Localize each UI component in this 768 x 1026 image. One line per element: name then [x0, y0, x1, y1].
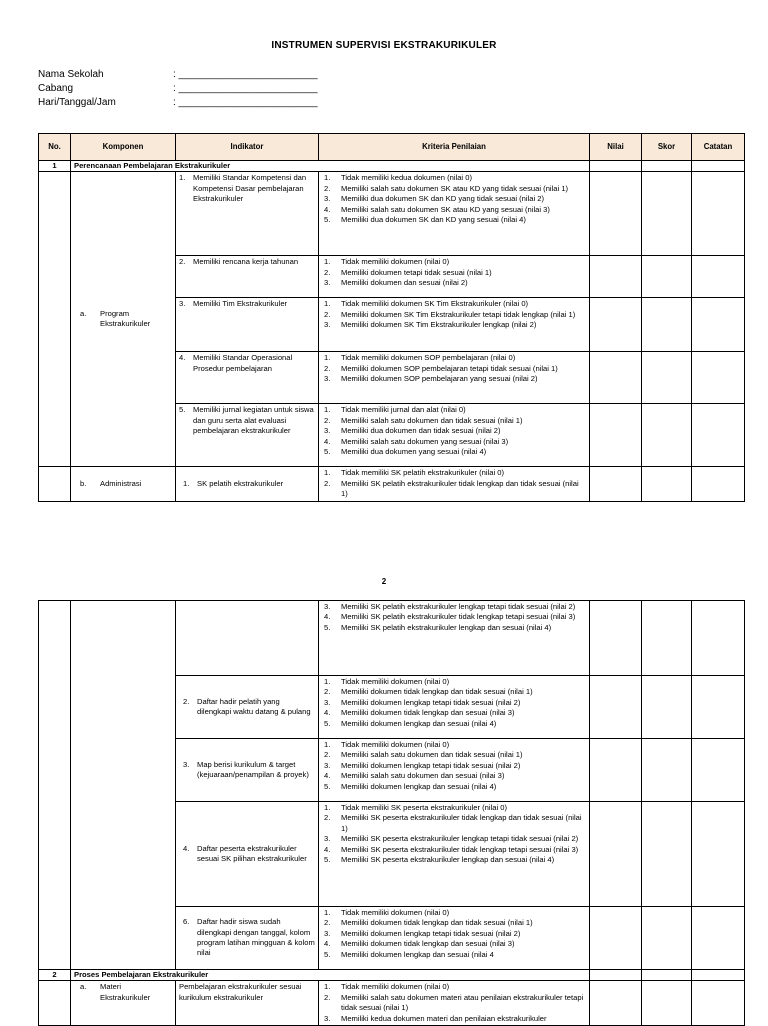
criteria-cell — [319, 802, 590, 907]
skor-cell[interactable] — [642, 352, 692, 404]
header-komponen: Komponen — [71, 134, 176, 161]
header-catatan: Catatan — [692, 134, 745, 161]
criteria-text: Memiliki dokumen SK Tim Ekstrakurikuler lengkap (nilai 2) — [341, 320, 537, 330]
criteria-list — [322, 173, 586, 225]
criteria-number: 5. — [324, 781, 331, 791]
catatan-cell[interactable] — [692, 907, 745, 970]
criteria-text: Tidak memiliki dokumen (nilai 0) — [341, 740, 450, 749]
criteria-text: Memiliki SK pelatih ekstrakurikuler lengkap dan sesuai (nilai 4) — [341, 622, 552, 632]
indicator-text: Daftar hadir siswa sudah dilengkapi dengan tanggal, kolom program latihan mingguan & kolom nilai — [197, 917, 315, 958]
criteria-number: 3. — [324, 1013, 331, 1023]
criteria-cell — [319, 404, 590, 467]
criteria-number: 4. — [324, 612, 331, 622]
criteria-text: Tidak memiliki dokumen SK Tim Ekstrakurikuler (nilai 0) — [341, 299, 529, 309]
criteria-text: Memiliki dokumen dan sesuai (nilai 2) — [341, 278, 468, 288]
criteria-cell — [319, 256, 590, 298]
criteria-text: Memiliki salah satu dokumen yang sesuai (nilai 3) — [341, 436, 509, 446]
indicator-number: 2. — [179, 257, 186, 267]
criteria-number: 1. — [324, 740, 331, 749]
component-cell — [71, 172, 176, 467]
skor-cell[interactable] — [642, 802, 692, 907]
criteria-number: 3. — [324, 834, 331, 844]
criteria-list — [322, 468, 586, 499]
criteria-list — [322, 602, 586, 633]
component-letter: a. — [80, 982, 87, 992]
criteria-text: Memiliki salah satu dokumen dan tidak sesuai (nilai 1) — [341, 750, 523, 760]
component-cell — [71, 601, 176, 970]
nilai-cell[interactable] — [590, 601, 642, 676]
indicator-text: Pembelajaran ekstrakurikuler sesuai kurikulum ekstrakurikuler — [179, 982, 302, 1002]
criteria-item — [322, 623, 586, 633]
criteria-number: 3. — [324, 278, 331, 288]
criteria-text: Memiliki dokumen tidak lengkap dan tidak sesuai (nilai 1) — [341, 687, 533, 697]
skor-cell[interactable] — [642, 981, 692, 1026]
criteria-text: Memiliki dokumen tidak lengkap dan sesuai (nilai 3) — [341, 939, 515, 949]
skor-cell[interactable] — [642, 907, 692, 970]
criteria-text: Memiliki dokumen SK Tim Ekstrakurikuler tetapi tidak lengkap (nilai 1) — [341, 309, 576, 319]
nilai-cell[interactable] — [590, 970, 642, 981]
criteria-number: 2. — [324, 415, 331, 425]
criteria-number: 4. — [324, 939, 331, 949]
catatan-cell[interactable] — [692, 970, 745, 981]
criteria-text: Memiliki dokumen lengkap dan sesuai (nilai 4) — [341, 781, 497, 791]
criteria-number: 2. — [324, 309, 331, 319]
table-row — [39, 981, 745, 1026]
criteria-number: 2. — [324, 363, 331, 373]
skor-cell[interactable] — [642, 404, 692, 467]
criteria-item — [322, 278, 586, 288]
criteria-number: 1. — [324, 257, 331, 267]
criteria-item — [322, 353, 586, 363]
criteria-number: 2. — [324, 687, 331, 697]
criteria-list — [322, 257, 586, 288]
nilai-cell[interactable] — [590, 404, 642, 467]
header-skor: Skor — [642, 134, 692, 161]
indicator-text: Daftar hadir pelatih yang dilengkapi waktu datang & pulang — [197, 696, 311, 716]
indicator-text: SK pelatih ekstrakurikuler — [197, 478, 284, 488]
skor-cell[interactable] — [642, 739, 692, 802]
indicator-cell — [176, 802, 319, 907]
indicator-cell — [176, 256, 319, 298]
indicator-text: Map berisi kurikulum & target (kejuaraan/penampilan & proyek) — [197, 759, 309, 779]
criteria-item — [322, 194, 586, 204]
criteria-item — [322, 468, 586, 478]
criteria-list — [322, 908, 586, 960]
component-cell — [71, 981, 176, 1026]
criteria-text: Memiliki SK peserta ekstrakurikuler tidak lengkap dan tidak sesuai (nilai 1) — [341, 813, 582, 833]
supervision-table-page1 — [38, 133, 745, 502]
component-cell — [71, 467, 176, 501]
criteria-text: Memiliki dokumen lengkap tetapi tidak sesuai (nilai 2) — [341, 760, 521, 770]
criteria-item — [322, 416, 586, 426]
criteria-text: Memiliki dokumen lengkap dan sesuai (nilai 4 — [341, 949, 494, 959]
no-cell — [39, 981, 71, 1026]
criteria-number: 2. — [324, 992, 331, 1002]
criteria-text: Memiliki dokumen SOP pembelajaran yang sesuai (nilai 2) — [341, 374, 538, 384]
criteria-item — [322, 929, 586, 939]
criteria-cell — [319, 467, 590, 501]
criteria-text: Memiliki SK pelatih ekstrakurikuler tidak lengkap dan tidak sesuai (nilai 1) — [341, 478, 579, 499]
criteria-number: 5. — [324, 215, 331, 225]
skor-cell[interactable] — [642, 256, 692, 298]
criteria-number: 4. — [324, 708, 331, 718]
criteria-item — [322, 750, 586, 760]
criteria-item — [322, 687, 586, 697]
no-cell — [39, 172, 71, 467]
catatan-cell[interactable] — [692, 676, 745, 739]
nilai-cell[interactable] — [590, 981, 642, 1026]
criteria-number: 1. — [324, 908, 331, 917]
criteria-number: 2. — [324, 918, 331, 928]
header-indikator: Indikator — [176, 134, 319, 161]
section-row — [39, 161, 745, 172]
indicator-number: 1. — [183, 478, 190, 488]
catatan-cell[interactable] — [692, 256, 745, 298]
catatan-cell[interactable] — [692, 981, 745, 1026]
criteria-item — [322, 374, 586, 384]
criteria-item — [322, 426, 586, 436]
component-letter: a. — [80, 309, 87, 318]
criteria-item — [322, 405, 586, 415]
criteria-cell — [319, 172, 590, 256]
catatan-cell[interactable] — [692, 467, 745, 501]
criteria-text: Tidak memiliki dokumen (nilai 0) — [341, 257, 450, 267]
indicator-cell — [176, 352, 319, 404]
criteria-text: Memiliki salah satu dokumen SK atau KD yang tidak sesuai (nilai 1) — [341, 183, 569, 193]
criteria-item — [322, 939, 586, 949]
indicator-number: 3. — [179, 299, 186, 309]
criteria-text: Memiliki SK peserta ekstrakurikuler tidak lengkap tetapi sesuai (nilai 3) — [341, 844, 579, 854]
skor-cell[interactable] — [642, 676, 692, 739]
criteria-item — [322, 782, 586, 792]
criteria-item — [322, 761, 586, 771]
criteria-item — [322, 612, 586, 622]
criteria-item — [322, 740, 586, 750]
criteria-text: Tidak memiliki kedua dokumen (nilai 0) — [341, 173, 472, 183]
criteria-item — [322, 173, 586, 183]
nilai-cell[interactable] — [590, 467, 642, 501]
criteria-list — [322, 353, 586, 384]
criteria-text: Memiliki dua dokumen yang sesuai (nilai 4) — [341, 447, 487, 457]
indicator-cell — [176, 467, 319, 501]
document-title: INSTRUMEN SUPERVISI EKSTRAKURIKULER — [271, 40, 497, 51]
criteria-text: Memiliki dua dokumen SK dan KD yang sesuai (nilai 4) — [341, 215, 526, 225]
field-label: Cabang — [38, 83, 74, 94]
criteria-item — [322, 855, 586, 865]
field-label: Hari/Tanggal/Jam — [38, 97, 116, 108]
catatan-cell[interactable] — [692, 161, 745, 172]
indicator-cell — [176, 404, 319, 467]
table-header-row — [39, 134, 745, 161]
criteria-text: Memiliki salah satu dokumen materi atau penilaian ekstrakurikuler tetapi tidak sesuai (nilai 1) — [341, 992, 584, 1013]
nilai-cell[interactable] — [590, 739, 642, 802]
criteria-item — [322, 437, 586, 447]
criteria-number: 3. — [324, 760, 331, 770]
criteria-cell — [319, 739, 590, 802]
page-number: 2 — [381, 577, 387, 586]
nilai-cell[interactable] — [590, 172, 642, 256]
criteria-item — [322, 908, 586, 918]
criteria-text: Memiliki salah satu dokumen dan sesuai (nilai 3) — [341, 771, 505, 781]
criteria-number: 5. — [324, 718, 331, 728]
header-kriteria: Kriteria Penilaian — [319, 134, 590, 161]
catatan-cell[interactable] — [692, 601, 745, 676]
indicator-number: 5. — [179, 405, 186, 415]
criteria-number: 5. — [324, 447, 331, 457]
criteria-text: Memiliki dua dokumen dan tidak sesuai (nilai 2) — [341, 426, 501, 436]
criteria-item — [322, 845, 586, 855]
criteria-item — [322, 257, 586, 267]
criteria-item — [322, 813, 586, 834]
criteria-number: 4. — [324, 771, 331, 781]
component-name: Materi Ekstrakurikuler — [100, 982, 151, 1002]
section-number: 1 — [39, 161, 71, 172]
criteria-item — [322, 698, 586, 708]
catatan-cell[interactable] — [692, 298, 745, 352]
indicator-text: Memiliki Standar Kompetensi dan Kompetensi Dasar pembelajaran Ekstrakurikuler — [193, 173, 307, 204]
criteria-item — [322, 993, 586, 1014]
criteria-number: 1. — [324, 677, 331, 686]
no-cell — [39, 601, 71, 970]
skor-cell[interactable] — [642, 601, 692, 676]
criteria-cell — [319, 298, 590, 352]
criteria-number: 3. — [324, 374, 331, 384]
criteria-text: Tidak memiliki SK pelatih ekstrakurikuler (nilai 0) — [341, 468, 505, 478]
indicator-number: 6. — [183, 917, 190, 927]
section-title: Proses Pembelajaran Ekstrakurikuler — [71, 970, 590, 981]
criteria-item — [322, 602, 586, 612]
field-blank: : _________________________ — [173, 69, 318, 80]
indicator-number: 4. — [179, 353, 186, 363]
table-row — [39, 172, 745, 256]
table-row — [39, 467, 745, 501]
criteria-item — [322, 320, 586, 330]
criteria-text: Memiliki dua dokumen SK dan KD yang tidak sesuai (nilai 2) — [341, 194, 545, 204]
component-letter: b. — [80, 478, 87, 488]
criteria-list — [322, 299, 586, 330]
criteria-item — [322, 950, 586, 960]
indicator-cell — [176, 601, 319, 676]
criteria-number: 3. — [324, 426, 331, 436]
criteria-item — [322, 771, 586, 781]
field-label: Nama Sekolah — [38, 69, 104, 80]
criteria-item — [322, 479, 586, 500]
skor-cell[interactable] — [642, 161, 692, 172]
criteria-item — [322, 364, 586, 374]
nilai-cell[interactable] — [590, 161, 642, 172]
catatan-cell[interactable] — [692, 739, 745, 802]
criteria-cell — [319, 676, 590, 739]
indicator-cell — [176, 298, 319, 352]
nilai-cell[interactable] — [590, 256, 642, 298]
nilai-cell[interactable] — [590, 298, 642, 352]
no-cell — [39, 467, 71, 501]
catatan-cell[interactable] — [692, 352, 745, 404]
criteria-number: 2. — [324, 267, 331, 277]
criteria-text: Memiliki salah satu dokumen SK atau KD yang sesuai (nilai 3) — [341, 204, 550, 214]
indicator-text: Memiliki Tim Ekstrakurikuler — [193, 299, 288, 309]
criteria-item — [322, 719, 586, 729]
section-row — [39, 970, 745, 981]
criteria-number: 1. — [324, 803, 331, 812]
criteria-text: Tidak memiliki SK peserta ekstrakurikuler (nilai 0) — [341, 803, 507, 812]
criteria-item — [322, 918, 586, 928]
criteria-item — [322, 803, 586, 813]
section-number: 2 — [39, 970, 71, 981]
criteria-number: 5. — [324, 855, 331, 865]
criteria-item — [322, 268, 586, 278]
criteria-item — [322, 215, 586, 225]
nilai-cell[interactable] — [590, 907, 642, 970]
criteria-item — [322, 1014, 586, 1024]
skor-cell[interactable] — [642, 467, 692, 501]
criteria-list — [322, 405, 586, 457]
criteria-text: Memiliki dokumen SOP pembelajaran tetapi tidak sesuai (nilai 1) — [341, 363, 558, 373]
criteria-item — [322, 677, 586, 687]
criteria-text: Memiliki SK peserta ekstrakurikuler lengkap dan sesuai (nilai 4) — [341, 855, 555, 865]
criteria-number: 5. — [324, 949, 331, 959]
header-nilai: Nilai — [590, 134, 642, 161]
criteria-cell — [319, 352, 590, 404]
criteria-cell — [319, 601, 590, 676]
nilai-cell[interactable] — [590, 352, 642, 404]
criteria-cell — [319, 907, 590, 970]
indicator-cell — [176, 981, 319, 1026]
criteria-number: 3. — [324, 697, 331, 707]
criteria-text: Memiliki SK pelatih ekstrakurikuler tidak lengkap tetapi sesuai (nilai 3) — [341, 612, 576, 622]
indicator-cell — [176, 739, 319, 802]
indicator-text: Memiliki jurnal kegiatan untuk siswa dan guru serta alat evaluasi pembelajaran ekstrakurikuler — [193, 405, 314, 436]
indicator-text: Memiliki Standar Operasional Prosedur pembelajaran — [193, 353, 293, 373]
nilai-cell[interactable] — [590, 802, 642, 907]
criteria-text: Tidak memiliki dokumen SOP pembelajaran (nilai 0) — [341, 353, 516, 363]
skor-cell[interactable] — [642, 970, 692, 981]
criteria-number: 1. — [324, 173, 331, 183]
criteria-number: 1. — [324, 405, 331, 415]
criteria-list — [322, 740, 586, 792]
component-name: Program Ekstrakurikuler — [100, 309, 151, 329]
catatan-cell[interactable] — [692, 172, 745, 256]
criteria-number: 3. — [324, 320, 331, 330]
indicator-number: 4. — [183, 843, 190, 853]
nilai-cell[interactable] — [590, 676, 642, 739]
criteria-number: 3. — [324, 602, 331, 611]
criteria-item — [322, 205, 586, 215]
criteria-cell — [319, 981, 590, 1026]
skor-cell[interactable] — [642, 298, 692, 352]
criteria-text: Tidak memiliki dokumen (nilai 0) — [341, 982, 450, 992]
criteria-text: Tidak memiliki dokumen (nilai 0) — [341, 908, 450, 917]
section-title: Perencanaan Pembelajaran Ekstrakurikuler — [71, 161, 590, 172]
indicator-number: 3. — [183, 759, 190, 769]
skor-cell[interactable] — [642, 172, 692, 256]
criteria-item — [322, 299, 586, 309]
header-no: No. — [39, 134, 71, 161]
criteria-number: 1. — [324, 468, 331, 478]
criteria-number: 3. — [324, 194, 331, 204]
criteria-number: 4. — [324, 844, 331, 854]
criteria-text: Memiliki dokumen lengkap tetapi tidak sesuai (nilai 2) — [341, 928, 521, 938]
criteria-number: 2. — [324, 183, 331, 193]
field-blank: : _________________________ — [173, 97, 318, 108]
criteria-number: 5. — [324, 622, 331, 632]
criteria-list — [322, 982, 586, 1024]
criteria-text: Memiliki SK pelatih ekstrakurikuler lengkap tetapi tidak sesuai (nilai 2) — [341, 602, 576, 611]
indicator-cell — [176, 907, 319, 970]
criteria-text: Memiliki salah satu dokumen dan tidak sesuai (nilai 1) — [341, 415, 523, 425]
criteria-item — [322, 708, 586, 718]
criteria-number: 1. — [324, 353, 331, 363]
criteria-item — [322, 447, 586, 457]
criteria-text: Memiliki dokumen tidak lengkap dan sesuai (nilai 3) — [341, 708, 515, 718]
criteria-number: 1. — [324, 299, 331, 309]
catatan-cell[interactable] — [692, 802, 745, 907]
criteria-number: 1. — [324, 982, 331, 992]
criteria-item — [322, 834, 586, 844]
catatan-cell[interactable] — [692, 404, 745, 467]
component-name: Administrasi — [100, 478, 142, 488]
criteria-text: Memiliki dokumen lengkap tetapi tidak sesuai (nilai 2) — [341, 697, 521, 707]
criteria-text: Memiliki SK peserta ekstrakurikuler lengkap tetapi tidak sesuai (nilai 2) — [341, 834, 579, 844]
criteria-number: 4. — [324, 204, 331, 214]
indicator-cell — [176, 172, 319, 256]
criteria-text: Tidak memiliki dokumen (nilai 0) — [341, 677, 450, 686]
criteria-number: 4. — [324, 436, 331, 446]
indicator-number: 2. — [183, 696, 190, 706]
supervision-table-page2 — [38, 600, 745, 1026]
criteria-list — [322, 803, 586, 865]
criteria-text: Memiliki dokumen tidak lengkap dan tidak sesuai (nilai 1) — [341, 918, 533, 928]
indicator-text: Memiliki rencana kerja tahunan — [193, 257, 299, 267]
indicator-text: Daftar peserta ekstrakurikuler sesuai SK pilihan ekstrakurikuler — [197, 843, 307, 863]
field-blank: : _________________________ — [173, 83, 318, 94]
criteria-number: 2. — [324, 750, 331, 760]
criteria-item — [322, 184, 586, 194]
table-row — [39, 601, 745, 676]
criteria-number: 3. — [324, 928, 331, 938]
indicator-cell — [176, 676, 319, 739]
criteria-text: Memiliki kedua dokumen materi dan penilaian ekstrakurikuler — [341, 1013, 547, 1023]
criteria-list — [322, 677, 586, 729]
criteria-text: Memiliki dokumen lengkap dan sesuai (nilai 4) — [341, 718, 497, 728]
criteria-text: Tidak memiliki jurnal dan alat (nilai 0) — [341, 405, 466, 415]
indicator-number: 1. — [179, 173, 186, 183]
criteria-number: 2. — [324, 478, 331, 488]
criteria-item — [322, 310, 586, 320]
criteria-item — [322, 982, 586, 992]
criteria-text: Memiliki dokumen tetapi tidak sesuai (nilai 1) — [341, 267, 492, 277]
criteria-number: 2. — [324, 813, 331, 823]
